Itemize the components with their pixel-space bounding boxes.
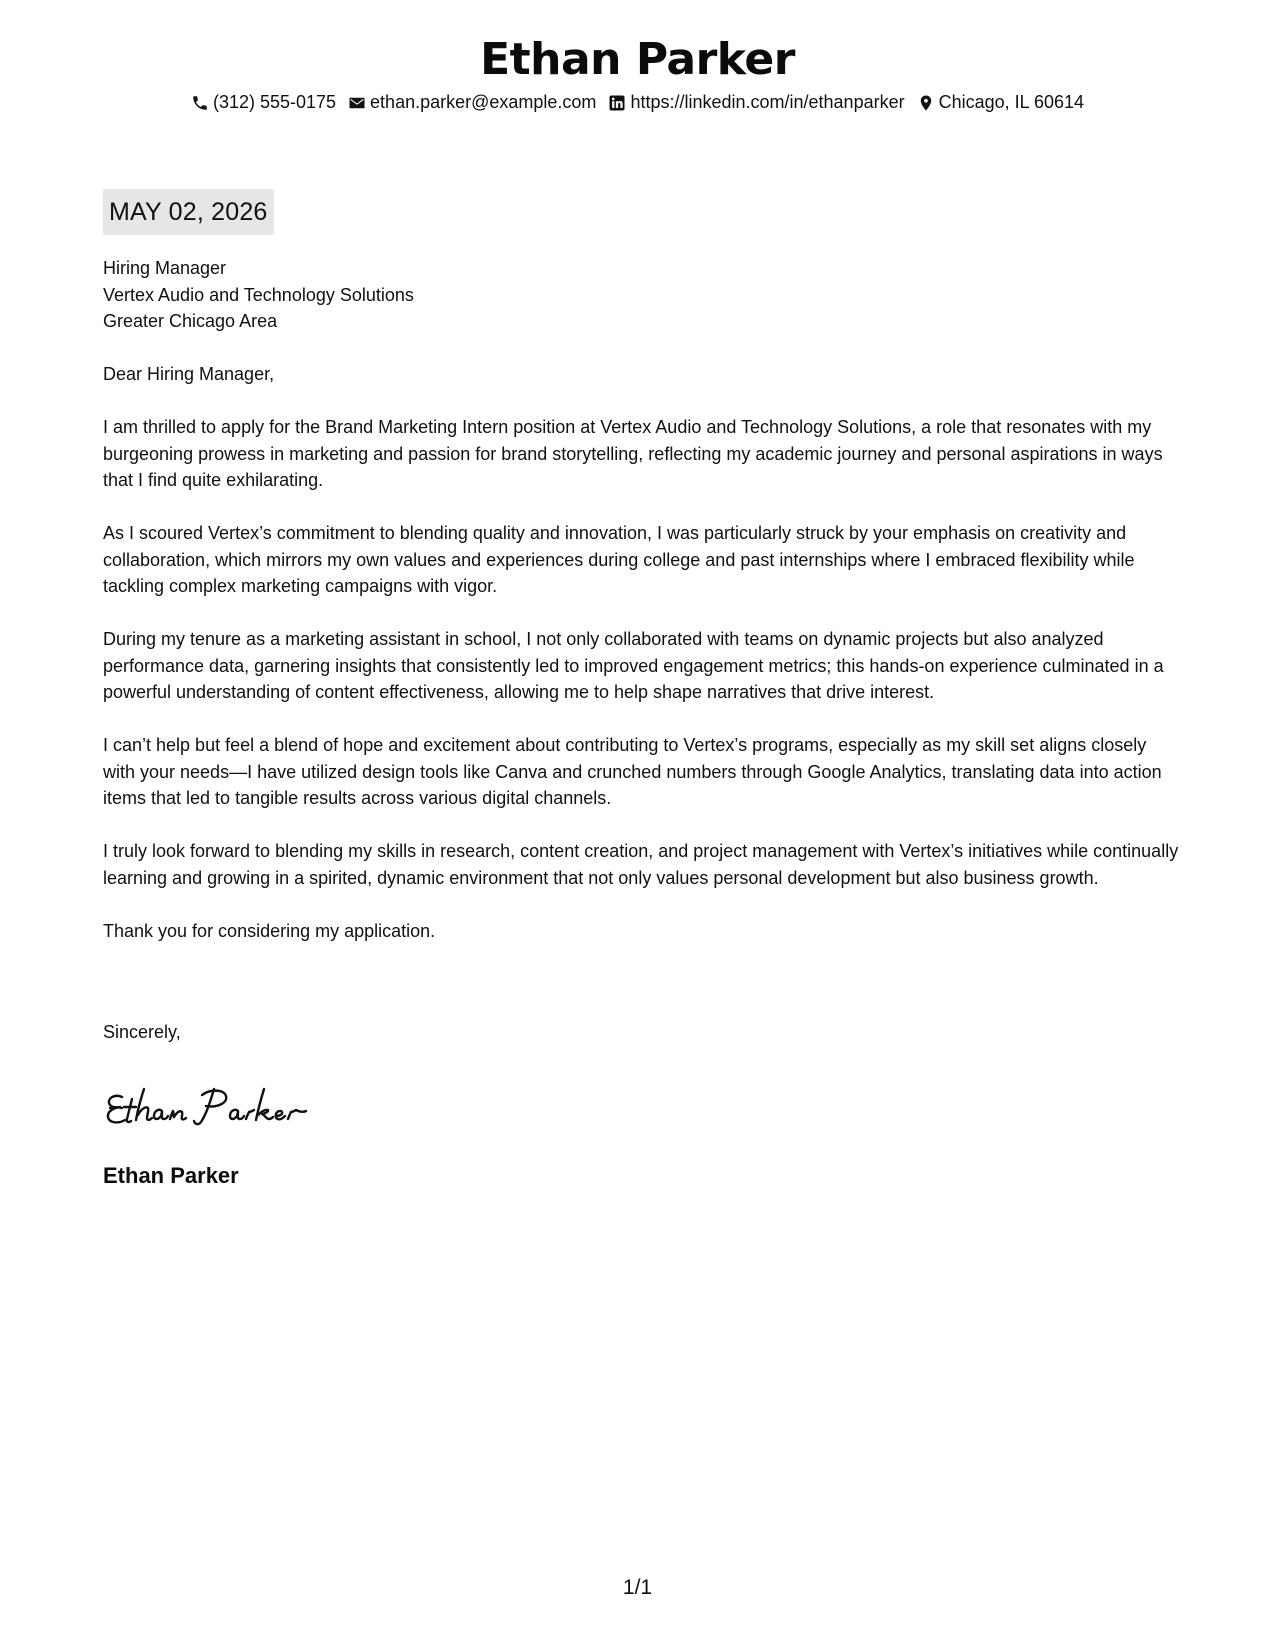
handwritten-signature bbox=[100, 1075, 330, 1135]
recipient-block bbox=[103, 255, 1183, 335]
contact-phone bbox=[191, 92, 336, 113]
body-paragraph: As I scoured Vertex’s commitment to blending quality and innovation, I was particularly struck by your emphasis on creativity and collaboration, which mirrors my own values and experiences during college and past internships where I embraced flexibility while tackling complex marketing campaigns with vigor. bbox=[103, 523, 1135, 596]
contact-linkedin[interactable] bbox=[608, 92, 904, 113]
letter-date: MAY 02, 2026 bbox=[103, 189, 274, 235]
linkedin-icon bbox=[608, 94, 626, 112]
location-text: Chicago, IL 60614 bbox=[938, 92, 1085, 112]
recipient-company: Vertex Audio and Technology Solutions bbox=[103, 284, 414, 305]
body-paragraph: Thank you for considering my application. bbox=[103, 920, 436, 941]
map-pin-icon bbox=[917, 94, 935, 112]
phone-number: (312) 555-0175 bbox=[212, 92, 337, 112]
body-paragraph: I am thrilled to apply for the Brand Marketing Intern position at Vertex Audio and Technology Solutions, a role that resonates with my burgeoning prowess in marketing and passion for brand storytelling, reflecting my academic journey and personal aspirations in ways that I find quite exhilarating. bbox=[103, 417, 1163, 490]
page-number: 1/1 bbox=[622, 1576, 653, 1599]
applicant-name-heading: Ethan Parker bbox=[480, 34, 795, 85]
salutation: Dear Hiring Manager, bbox=[103, 364, 275, 384]
contact-email[interactable] bbox=[348, 92, 596, 113]
envelope-icon bbox=[348, 94, 366, 112]
recipient-location: Greater Chicago Area bbox=[103, 311, 278, 331]
email-address[interactable]: ethan.parker@example.com bbox=[370, 92, 597, 112]
phone-icon bbox=[191, 94, 209, 112]
body-paragraph: I truly look forward to blending my skills in research, content creation, and project management with Vertex’s initiatives while continually learning and growing in a spirited, dynamic environment that not only values personal development but also business growth. bbox=[103, 841, 1179, 888]
body-paragraph: I can’t help but feel a blend of hope and excitement about contributing to Vertex’s programs, especially as my skill set aligns closely with your needs—I have utilized design tools like Canva and crunched numbers through Google Analytics, translating data into action items that led to tangible results across various digital channels. bbox=[103, 735, 1162, 808]
closing-line: Sincerely, bbox=[103, 1022, 181, 1042]
recipient-title: Hiring Manager bbox=[103, 258, 227, 278]
contact-info-row bbox=[0, 92, 1275, 113]
contact-location bbox=[917, 92, 1084, 113]
signer-name: Ethan Parker bbox=[103, 1163, 239, 1188]
letter-content bbox=[103, 255, 1183, 944]
linkedin-url[interactable]: https://linkedin.com/in/ethanparker bbox=[630, 92, 905, 112]
body-paragraph: During my tenure as a marketing assistant in school, I not only collaborated with teams on dynamic projects but also analyzed performance data, garnering insights that consistently led to improved engagement metrics; this hands-on experience culminated in a powerful understanding of content effectiveness, allowing me to help shape narratives that drive interest. bbox=[103, 629, 1164, 702]
